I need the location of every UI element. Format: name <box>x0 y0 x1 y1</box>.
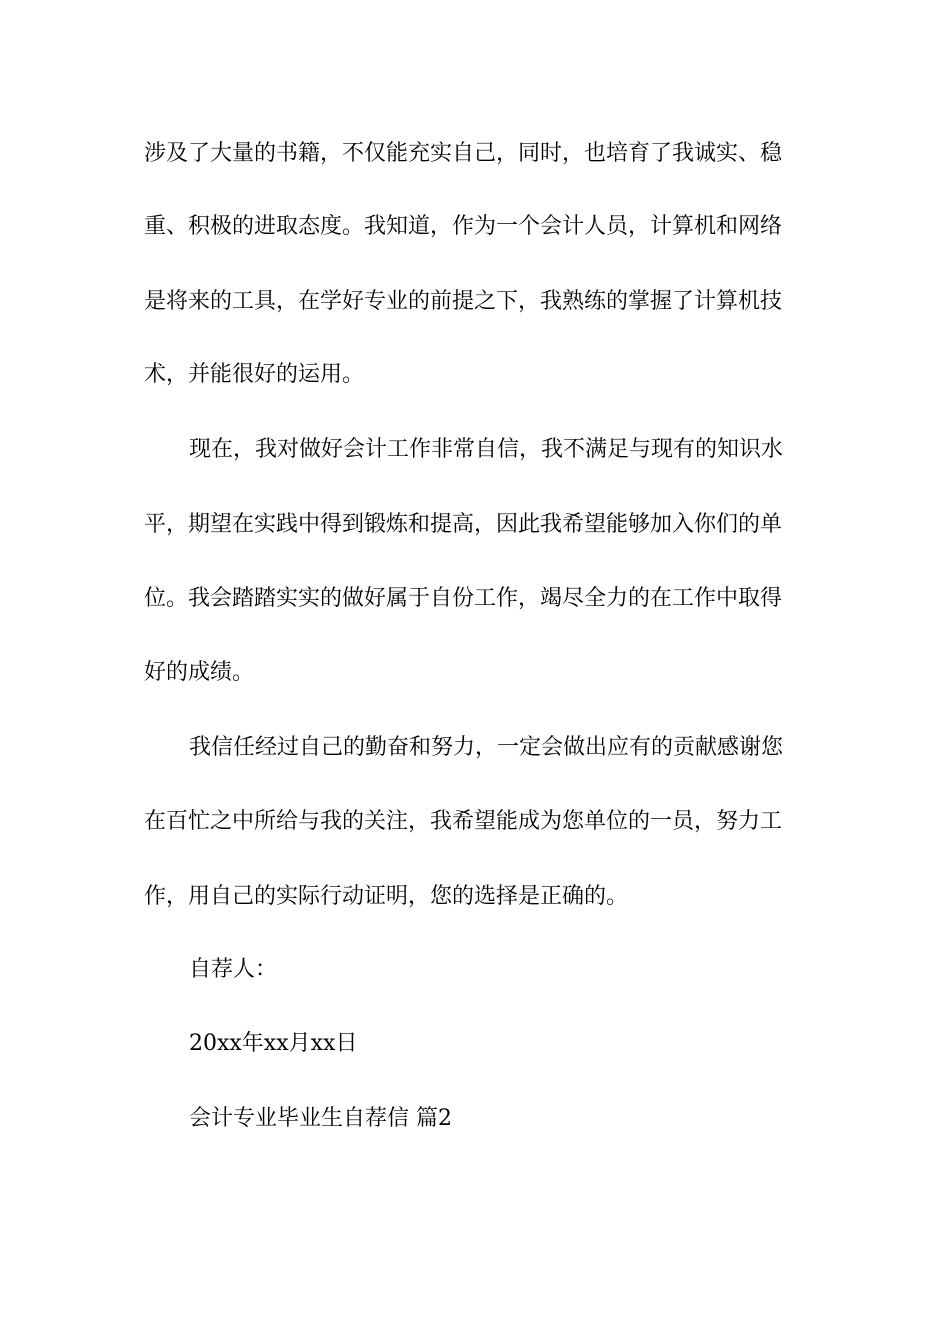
signature-label: 自荐人： <box>189 957 278 982</box>
paragraph-line: 现在，我对做好会计工作非常自信，我不满足与现有的知识水 <box>189 437 784 462</box>
paragraph-line: 涉及了大量的书籍，不仅能充实自己，同时，也培育了我诚实、稳 <box>144 141 783 166</box>
paragraph-line: 术，并能很好的运用。 <box>144 362 365 387</box>
paragraph-line: 位。我会踏踏实实的做好属于自份工作，竭尽全力的在工作中取得 <box>144 586 783 611</box>
paragraph-line: 重、积极的进取态度。我知道，作为一个会计人员，计算机和网络 <box>144 214 783 239</box>
paragraph-line: 在百忙之中所给与我的关注，我希望能成为您单位的一员，努力工 <box>144 809 783 834</box>
section-heading: 会计专业毕业生自荐信 篇2 <box>189 1106 452 1131</box>
paragraph-line: 我信任经过自己的勤奋和努力，一定会做出应有的贡献感谢您 <box>189 735 784 760</box>
paragraph-line: 是将来的工具，在学好专业的前提之下，我熟练的掌握了计算机技 <box>144 289 783 314</box>
paragraph-line: 平，期望在实践中得到锻炼和提高，因此我希望能够加入你们的单 <box>144 512 783 537</box>
paragraph-line: 作，用自己的实际行动证明，您的选择是正确的。 <box>144 884 629 909</box>
date-line: 20xx年xx月xx日 <box>189 1031 358 1056</box>
paragraph-line: 好的成绩。 <box>144 660 255 685</box>
